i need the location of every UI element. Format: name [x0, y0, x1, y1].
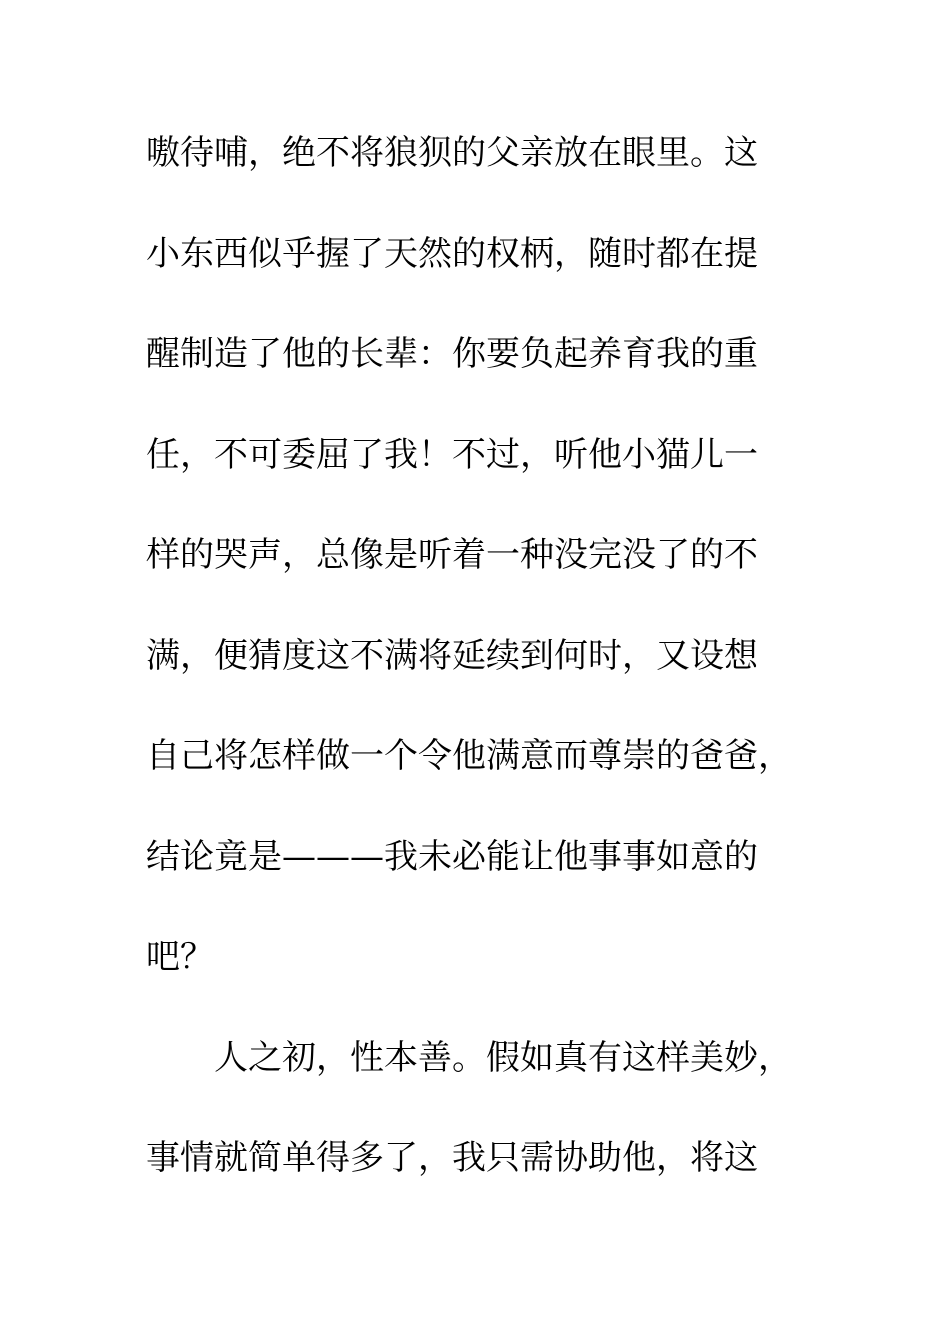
text-line: 任，不可委屈了我！不过，听他小猫儿一 — [146, 434, 758, 475]
text-line: 自己将怎样做一个令他满意而尊崇的爸爸， — [146, 736, 792, 776]
text-line: 样的哭声，总像是听着一种没完没了的不 — [146, 535, 758, 575]
text-line: 事情就简单得多了，我只需协助他，将这 — [146, 1138, 758, 1178]
text-line: 结论竟是———我未必能让他事事如意的 — [146, 836, 758, 877]
text-line: 小东西似乎握了天然的权柄，随时都在提 — [146, 233, 758, 274]
text-line: 满，便猜度这不满将延续到何时，又设想 — [146, 635, 758, 676]
text-line: 醒制造了他的长辈：你要负起养育我的重 — [146, 334, 758, 374]
paragraph-start-line: 人之初，性本善。假如真有这样美妙， — [214, 1037, 792, 1078]
text-line: 嗷待哺，绝不将狼狈的父亲放在眼里。这 — [146, 133, 758, 173]
body-text — [146, 127, 806, 1233]
text-line: 吧？ — [146, 937, 214, 977]
